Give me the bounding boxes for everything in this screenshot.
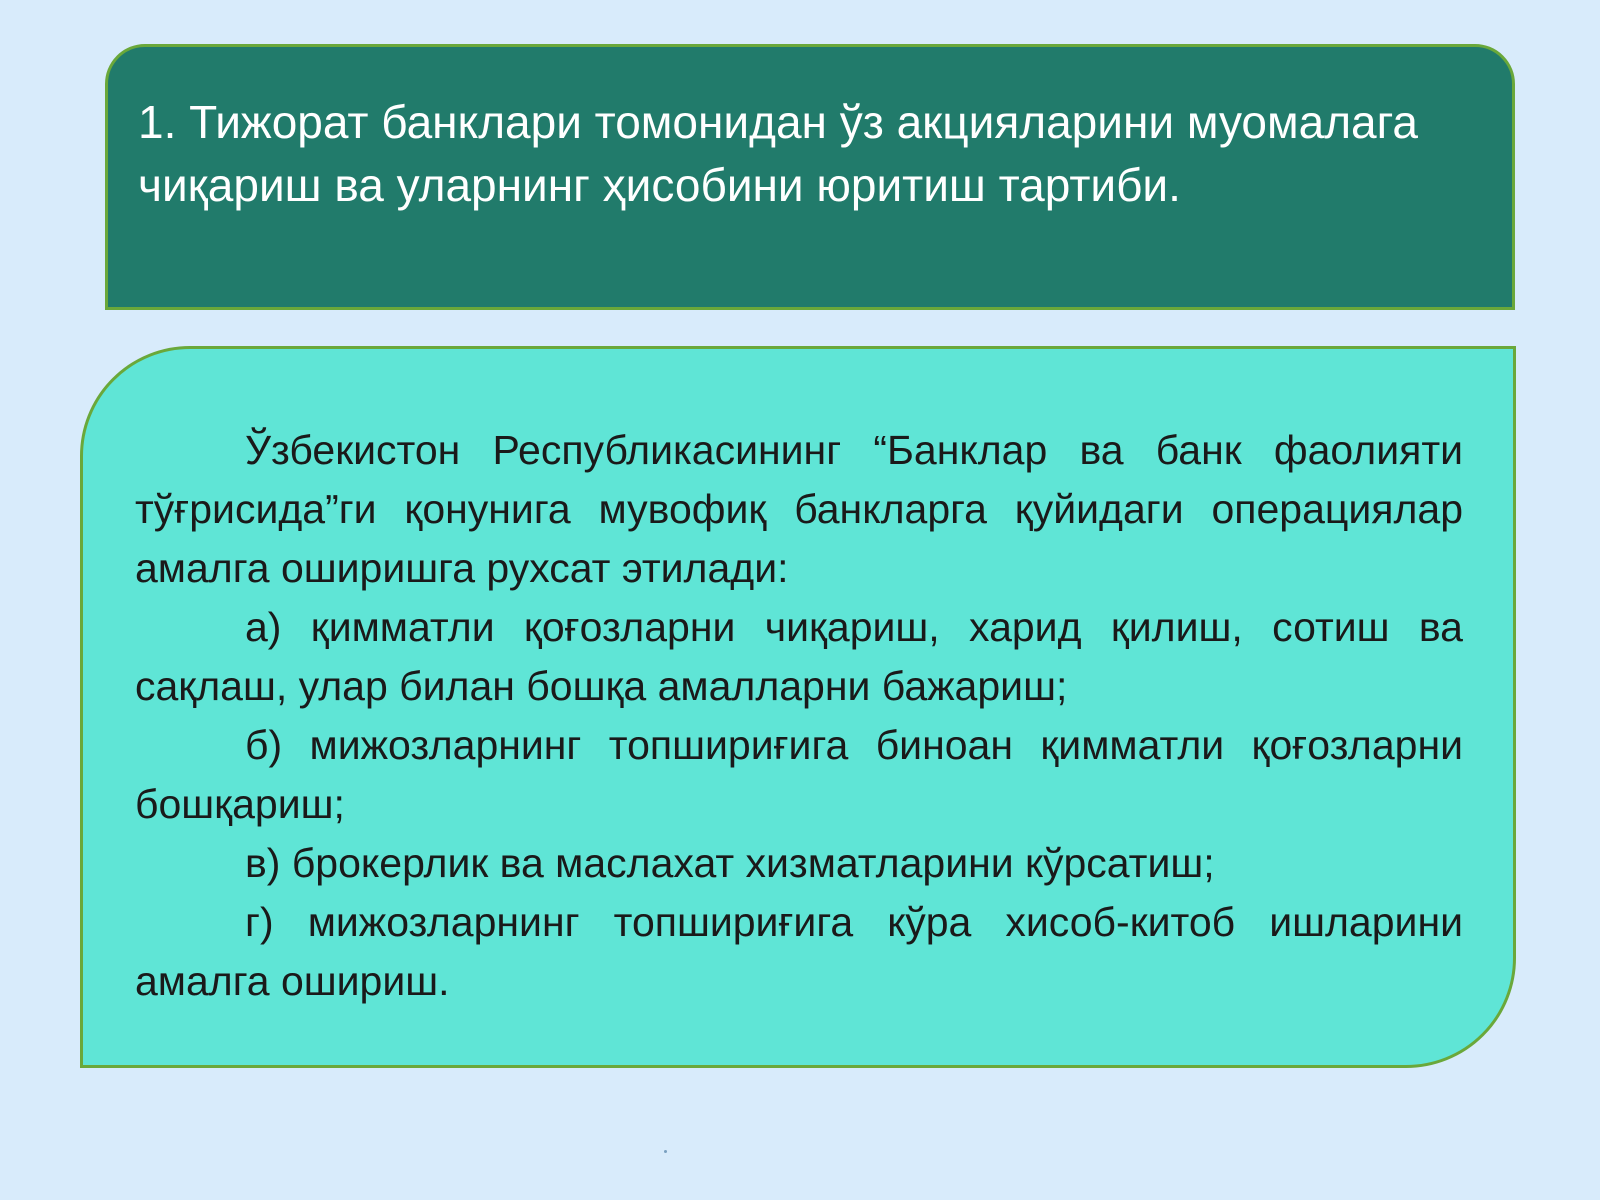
list-item-a: а) қимматли қоғозларни чиқариш, харид қилиш, сотиш ва сақлаш, улар билан бошқа амалларни бажариш; bbox=[135, 604, 1463, 709]
content-box bbox=[80, 346, 1516, 1068]
list-item-g: г) мижозларнинг топшириғига кўра хисоб-китоб ишларини амалга ошириш. bbox=[135, 899, 1463, 1004]
list-item-v: в) брокерлик ва маслахат хизматларини кўрсатиш; bbox=[245, 840, 1215, 886]
small-dot bbox=[664, 1150, 667, 1153]
slide-title: 1. Тижорат банклари томонидан ўз акцияларини муомалага чиқариш ва уларнинг ҳисобини юритиш тартиби. bbox=[138, 96, 1418, 211]
title-box bbox=[105, 44, 1515, 310]
list-item-b: б) мижозларнинг топшириғига биноан қимматли қоғозларни бошқариш; bbox=[135, 722, 1463, 827]
intro-paragraph: Ўзбекистон Республикасининг “Банклар ва банк фаолияти тўғрисида”ги қонунига мувофиқ банкларга қуйидаги операциялар амалга оширишга рухсат этилади: bbox=[135, 427, 1463, 591]
